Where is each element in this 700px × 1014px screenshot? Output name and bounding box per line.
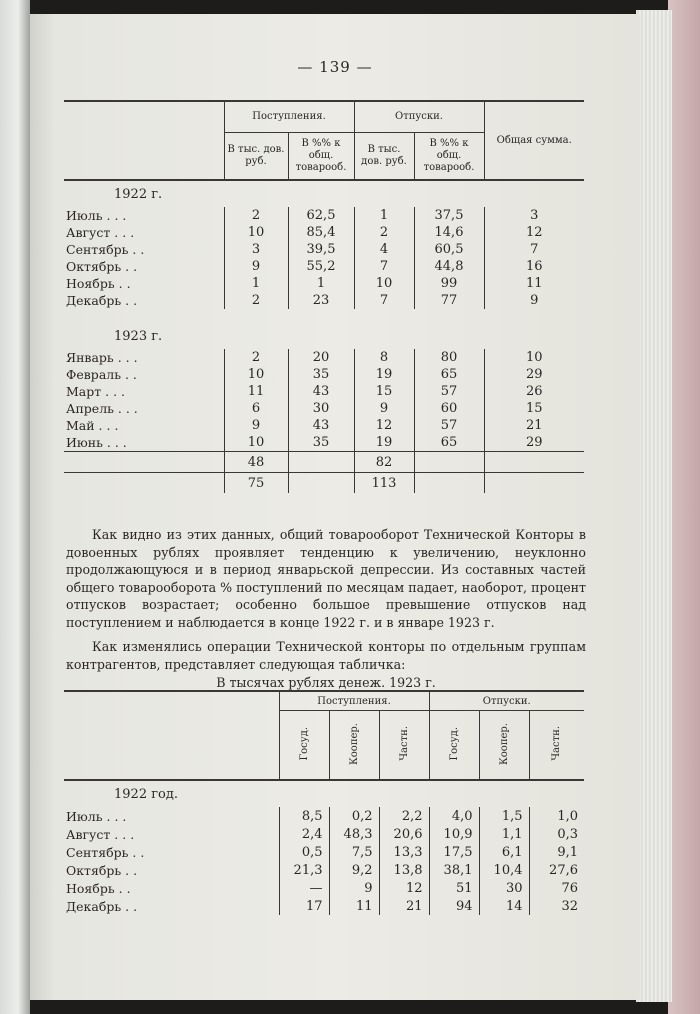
table-cell: 43	[288, 417, 354, 434]
table-cell: 60	[414, 400, 484, 417]
total-cell: 75	[224, 473, 288, 494]
table-cell: 29	[484, 366, 584, 383]
table-cell: 32	[529, 897, 584, 915]
table-cell: 15	[354, 383, 414, 400]
table-cell: 7	[354, 258, 414, 275]
table-cell: 1,5	[479, 807, 529, 825]
table-cell: 10,4	[479, 861, 529, 879]
column-header: Частн.	[398, 726, 410, 761]
table-cell: 2	[224, 292, 288, 309]
table-row	[64, 825, 584, 843]
table-cell: 8	[354, 349, 414, 366]
table-cell: 17,5	[429, 843, 479, 861]
year-label: 1923 г.	[114, 328, 163, 344]
table-cell: 2,4	[279, 825, 329, 843]
paragraph: Как изменялись операции Технической конторы по отдельным группам контрагентов, представляет следующая табличка:	[66, 639, 586, 672]
header-receipts: Поступления.	[279, 691, 429, 711]
table-row	[64, 879, 584, 897]
column-header: Коопер.	[498, 722, 510, 765]
table-row	[64, 241, 584, 258]
month-label: Январь . . .	[66, 350, 138, 365]
table-cell: 60,5	[414, 241, 484, 258]
table-cell: 0,5	[279, 843, 329, 861]
table-cell: 30	[479, 879, 529, 897]
table-cell: 9	[484, 292, 584, 309]
table-row	[64, 292, 584, 309]
table-cell: 0,3	[529, 825, 584, 843]
month-label: Май . . .	[66, 418, 119, 433]
month-label: Октябрь . .	[66, 862, 138, 878]
table-cell: 85,4	[288, 224, 354, 241]
table-cell: 7,5	[329, 843, 379, 861]
month-label: Октябрь . .	[66, 259, 138, 274]
table-cell: 21	[484, 417, 584, 434]
header-issues: Отпуски.	[354, 101, 484, 133]
column-header: Частн.	[551, 726, 563, 761]
header-thousands: В тыс. дов. руб.	[224, 133, 288, 181]
turnover-table	[64, 100, 584, 493]
table-cell: 9,2	[329, 861, 379, 879]
table-row	[64, 897, 584, 915]
table-cell: 65	[414, 366, 484, 383]
table-row	[64, 349, 584, 366]
table-cell: 15	[484, 400, 584, 417]
table-row	[64, 224, 584, 241]
month-label: Ноябрь . .	[66, 880, 131, 896]
month-label: Август . . .	[66, 225, 135, 240]
month-label: Февраль . .	[66, 367, 137, 382]
column-header: Коопер.	[348, 722, 360, 765]
table-cell: 6	[224, 400, 288, 417]
month-label: Июль . . .	[66, 808, 127, 824]
column-header: Госуд.	[448, 726, 460, 761]
table-cell: 1	[288, 275, 354, 292]
table-cell: 1,1	[479, 825, 529, 843]
table-row	[64, 861, 584, 879]
table-row	[64, 275, 584, 292]
table-cell: 3	[484, 207, 584, 224]
table-cell: 7	[354, 292, 414, 309]
table-cell: 57	[414, 383, 484, 400]
table-cell: 11	[329, 897, 379, 915]
month-label: Декабрь . .	[66, 293, 138, 308]
table-row	[64, 807, 584, 825]
month-label: Сентябрь . .	[66, 242, 145, 257]
left-page-edge	[0, 0, 30, 1014]
month-label: Декабрь . .	[66, 898, 138, 914]
year-label: 1922 год.	[114, 786, 178, 802]
month-label: Март . . .	[66, 384, 126, 399]
table-cell: 35	[288, 434, 354, 452]
table-cell: 17	[279, 897, 329, 915]
table-row	[64, 383, 584, 400]
table-cell: 7	[484, 241, 584, 258]
table-row	[64, 843, 584, 861]
table-cell: 12	[484, 224, 584, 241]
table-cell: 4	[354, 241, 414, 258]
table-cell: 3	[224, 241, 288, 258]
table-cell: 99	[414, 275, 484, 292]
table-cell: 10	[224, 224, 288, 241]
table-cell: 0,2	[329, 807, 379, 825]
table-cell: 11	[484, 275, 584, 292]
table-cell: 12	[354, 417, 414, 434]
table-cell: 6,1	[479, 843, 529, 861]
table-cell: 20	[288, 349, 354, 366]
total-cell: 82	[354, 452, 414, 473]
table-cell: 35	[288, 366, 354, 383]
table-cell: 8,5	[279, 807, 329, 825]
table-row	[64, 258, 584, 275]
table-cell: 16	[484, 258, 584, 275]
month-label: Сентябрь . .	[66, 844, 145, 860]
table-cell: 65	[414, 434, 484, 452]
table-cell: 12	[379, 879, 429, 897]
table-cell: 20,6	[379, 825, 429, 843]
month-label: Апрель . . .	[66, 401, 138, 416]
header-percent: В %% к общ. товарооб.	[288, 133, 354, 181]
page-stack-edge	[636, 10, 672, 1002]
table-cell: 9	[224, 417, 288, 434]
table-cell: 10	[354, 275, 414, 292]
table-cell: 80	[414, 349, 484, 366]
table-cell: 62,5	[288, 207, 354, 224]
table-cell: 51	[429, 879, 479, 897]
table-cell: 9	[329, 879, 379, 897]
table-cell: 11	[224, 383, 288, 400]
table-cell: 10	[484, 349, 584, 366]
total-cell: 113	[354, 473, 414, 494]
table-cell: 57	[414, 417, 484, 434]
table-row	[64, 434, 584, 452]
contractor-table	[64, 690, 584, 915]
table-cell: 38,1	[429, 861, 479, 879]
table-cell: 14	[479, 897, 529, 915]
header-issues: Отпуски.	[429, 691, 584, 711]
table-cell: 9	[354, 400, 414, 417]
total-cell: 48	[224, 452, 288, 473]
table-cell: 19	[354, 366, 414, 383]
table-cell: 76	[529, 879, 584, 897]
table-cell: 10,9	[429, 825, 479, 843]
month-label: Июнь . . .	[66, 435, 127, 450]
table-cell: 2	[354, 224, 414, 241]
table-caption: В тысячах рублях денеж. 1923 г.	[216, 675, 436, 690]
table-cell: 1,0	[529, 807, 584, 825]
table-row	[64, 207, 584, 224]
table-cell: 21,3	[279, 861, 329, 879]
table-cell: 55,2	[288, 258, 354, 275]
month-label: Июль . . .	[66, 208, 127, 223]
table-cell: 2	[224, 207, 288, 224]
paragraph: Как видно из этих данных, общий товарооборот Технической Конторы в довоенных рублях проявляет тенденцию к увеличению, неуклонно продолжающуюся и в период январьской депрессии. Из составных частей общего товарооборота % поступлений по месяцам падает, наоборот, процент отпусков возрастает; особенно большое превышение отпусков над поступлением и наблюдается в конце 1922 г. и в январе 1923 г.	[66, 527, 587, 630]
table-cell: 37,5	[414, 207, 484, 224]
table-cell: 13,8	[379, 861, 429, 879]
table-cell: 9	[224, 258, 288, 275]
table-cell: 13,3	[379, 843, 429, 861]
table-cell: 19	[354, 434, 414, 452]
table-cell: —	[279, 879, 329, 897]
table-cell: 27,6	[529, 861, 584, 879]
book-page	[30, 14, 640, 1000]
table-cell: 1	[354, 207, 414, 224]
table-row	[64, 366, 584, 383]
header-percent: В %% к общ. товарооб.	[414, 133, 484, 181]
table-cell: 26	[484, 383, 584, 400]
year-label: 1922 г.	[114, 186, 163, 202]
table-cell: 48,3	[329, 825, 379, 843]
table-cell: 30	[288, 400, 354, 417]
table-cell: 2	[224, 349, 288, 366]
header-total: Общая сумма.	[484, 101, 584, 180]
table-cell: 44,8	[414, 258, 484, 275]
table-cell: 39,5	[288, 241, 354, 258]
totals-row	[64, 473, 584, 494]
table-cell: 14,6	[414, 224, 484, 241]
table-cell: 21	[379, 897, 429, 915]
table-cell: 4,0	[429, 807, 479, 825]
header-thousands: В тыс. дов. руб.	[354, 133, 414, 181]
table-cell: 9,1	[529, 843, 584, 861]
table-cell: 1	[224, 275, 288, 292]
table-cell: 23	[288, 292, 354, 309]
table-row	[64, 417, 584, 434]
page-number: — 139 —	[297, 58, 373, 76]
month-label: Август . . .	[66, 826, 135, 842]
table-cell: 10	[224, 366, 288, 383]
table-cell: 94	[429, 897, 479, 915]
column-header: Госуд.	[298, 726, 310, 761]
table-cell: 10	[224, 434, 288, 452]
table-cell: 43	[288, 383, 354, 400]
month-label: Ноябрь . .	[66, 276, 131, 291]
book-cover-edge	[668, 0, 700, 1014]
totals-row	[64, 452, 584, 473]
table-row	[64, 400, 584, 417]
table-cell: 29	[484, 434, 584, 452]
table-cell: 2,2	[379, 807, 429, 825]
table-cell: 77	[414, 292, 484, 309]
header-receipts: Поступления.	[224, 101, 354, 133]
